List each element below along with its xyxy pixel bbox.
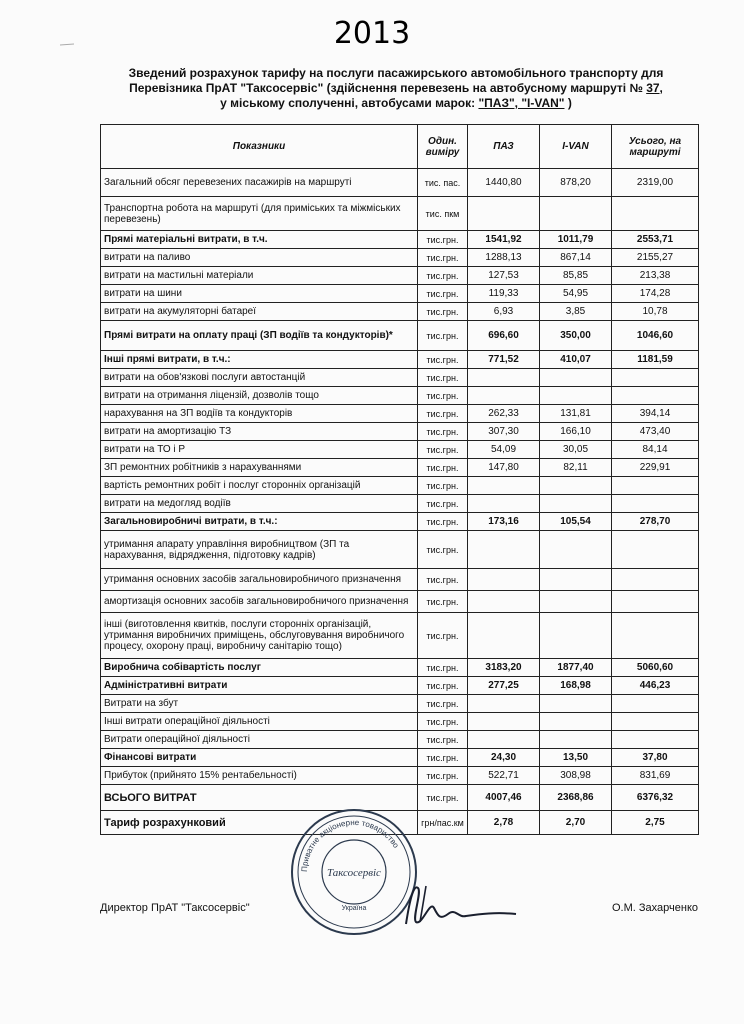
row-unit: тис.грн. xyxy=(418,591,468,613)
row-total xyxy=(612,613,699,659)
row-unit: тис.грн. xyxy=(418,477,468,495)
row-unit: тис.грн. xyxy=(418,731,468,749)
row-total: 446,23 xyxy=(612,677,699,695)
row-total: 37,80 xyxy=(612,749,699,767)
row-total: 229,91 xyxy=(612,459,699,477)
row-label: Прямі матеріальні витрати, в т.ч. xyxy=(101,231,418,249)
row-label: Загальновиробничі витрати, в т.ч.: xyxy=(101,513,418,531)
row-unit: тис.грн. xyxy=(418,695,468,713)
row-total xyxy=(612,495,699,513)
row-paz xyxy=(468,495,540,513)
row-label: Інші прямі витрати, в т.ч.: xyxy=(101,351,418,369)
row-paz: 4007,46 xyxy=(468,785,540,811)
row-unit: тис. пкм xyxy=(418,197,468,231)
stamp-ring-text: Приватне акціонерне товариство xyxy=(299,817,401,873)
row-paz xyxy=(468,695,540,713)
row-unit: тис.грн. xyxy=(418,713,468,731)
table-row xyxy=(101,459,699,477)
row-total: 213,38 xyxy=(612,267,699,285)
heading-line-3-text: у міському сполученні, автобусами марок: xyxy=(220,96,479,110)
row-total xyxy=(612,387,699,405)
row-total: 831,69 xyxy=(612,767,699,785)
row-ivan: 168,98 xyxy=(540,677,612,695)
row-ivan: 85,85 xyxy=(540,267,612,285)
row-ivan: 1877,40 xyxy=(540,659,612,677)
row-paz xyxy=(468,713,540,731)
table-row xyxy=(101,197,699,231)
row-label: Витрати операційної діяльності xyxy=(101,731,418,749)
row-total: 10,78 xyxy=(612,303,699,321)
row-ivan xyxy=(540,591,612,613)
row-label: ЗП ремонтних робітників з нарахуваннями xyxy=(101,459,418,477)
row-label: інші (виготовлення квитків, послуги сторонніх організацій, утримання виробничих приміщень, обслуговування виробничого процесу, охорону праці, виробничу санітарію тощо) xyxy=(101,613,418,659)
row-label: Тариф розрахунковий xyxy=(101,811,418,835)
row-paz xyxy=(468,591,540,613)
header-ivan: I-VAN xyxy=(540,125,612,169)
row-label: витрати на мастильні матеріали xyxy=(101,267,418,285)
row-unit: тис.грн. xyxy=(418,531,468,569)
heading-line-3-end: ) xyxy=(564,96,572,110)
row-ivan: 308,98 xyxy=(540,767,612,785)
row-ivan: 30,05 xyxy=(540,441,612,459)
document-heading xyxy=(96,66,696,111)
row-ivan: 867,14 xyxy=(540,249,612,267)
row-label: витрати на паливо xyxy=(101,249,418,267)
row-label: Загальний обсяг перевезених пасажирів на маршруті xyxy=(101,169,418,197)
row-total xyxy=(612,731,699,749)
row-total: 84,14 xyxy=(612,441,699,459)
row-unit: тис.грн. xyxy=(418,495,468,513)
table-row xyxy=(101,659,699,677)
row-ivan: 13,50 xyxy=(540,749,612,767)
row-total xyxy=(612,591,699,613)
row-unit: тис.грн. xyxy=(418,249,468,267)
row-unit: тис.грн. xyxy=(418,303,468,321)
row-paz xyxy=(468,387,540,405)
row-ivan xyxy=(540,387,612,405)
row-paz: 147,80 xyxy=(468,459,540,477)
row-total xyxy=(612,197,699,231)
row-label: Прямі витрати на оплату праці (ЗП водіїв та кондукторів)* xyxy=(101,321,418,351)
year-title: 2013 xyxy=(333,16,411,51)
row-unit: тис.грн. xyxy=(418,369,468,387)
row-ivan: 350,00 xyxy=(540,321,612,351)
director-signature xyxy=(400,878,520,930)
row-total xyxy=(612,531,699,569)
row-ivan xyxy=(540,477,612,495)
row-unit: тис.грн. xyxy=(418,321,468,351)
row-total: 473,40 xyxy=(612,423,699,441)
row-label: витрати на амортизацію ТЗ xyxy=(101,423,418,441)
row-unit: тис.грн. xyxy=(418,231,468,249)
header-paz: ПАЗ xyxy=(468,125,540,169)
table-row xyxy=(101,495,699,513)
row-label: Фінансові витрати xyxy=(101,749,418,767)
row-paz: 307,30 xyxy=(468,423,540,441)
table-row xyxy=(101,351,699,369)
row-total xyxy=(612,695,699,713)
scan-mark xyxy=(60,42,74,48)
row-unit: тис.грн. xyxy=(418,785,468,811)
header-total: Усього, на маршруті xyxy=(612,125,699,169)
row-paz xyxy=(468,731,540,749)
row-unit: тис.грн. xyxy=(418,613,468,659)
row-label: Адміністративні витрати xyxy=(101,677,418,695)
row-ivan: 166,10 xyxy=(540,423,612,441)
row-ivan xyxy=(540,695,612,713)
table-row xyxy=(101,423,699,441)
row-ivan xyxy=(540,613,612,659)
row-ivan: 1011,79 xyxy=(540,231,612,249)
table-header-row xyxy=(101,125,699,169)
row-paz: 119,33 xyxy=(468,285,540,303)
route-number: 37 xyxy=(646,81,660,95)
row-ivan xyxy=(540,713,612,731)
row-paz xyxy=(468,197,540,231)
row-paz: 2,78 xyxy=(468,811,540,835)
row-paz: 127,53 xyxy=(468,267,540,285)
row-ivan: 878,20 xyxy=(540,169,612,197)
row-ivan xyxy=(540,569,612,591)
row-label: витрати на акумуляторні батареї xyxy=(101,303,418,321)
table-row xyxy=(101,169,699,197)
row-paz: 696,60 xyxy=(468,321,540,351)
row-ivan xyxy=(540,731,612,749)
row-label: утримання основних засобів загальновиробничого призначення xyxy=(101,569,418,591)
row-ivan: 82,11 xyxy=(540,459,612,477)
row-total xyxy=(612,713,699,731)
row-unit: тис.грн. xyxy=(418,387,468,405)
row-paz: 1541,92 xyxy=(468,231,540,249)
table-row xyxy=(101,249,699,267)
table-row xyxy=(101,767,699,785)
row-unit: тис.грн. xyxy=(418,749,468,767)
row-unit: тис.грн. xyxy=(418,677,468,695)
row-paz xyxy=(468,569,540,591)
row-total: 2,75 xyxy=(612,811,699,835)
table-row xyxy=(101,441,699,459)
table-row xyxy=(101,303,699,321)
row-total: 174,28 xyxy=(612,285,699,303)
row-label: витрати на ТО і Р xyxy=(101,441,418,459)
row-paz: 173,16 xyxy=(468,513,540,531)
row-label: Інші витрати операційної діяльності xyxy=(101,713,418,731)
table-row xyxy=(101,731,699,749)
row-unit: тис.грн. xyxy=(418,267,468,285)
row-label: витрати на шини xyxy=(101,285,418,303)
heading-line-2-text: Перевізника ПрАТ "Таксосервіс" (здійснення перевезень на автобусному маршруті № xyxy=(129,81,647,95)
table-row xyxy=(101,231,699,249)
row-unit: тис.грн. xyxy=(418,405,468,423)
table-row xyxy=(101,695,699,713)
table-row xyxy=(101,513,699,531)
row-unit: тис. пас. xyxy=(418,169,468,197)
row-label: Витрати на збут xyxy=(101,695,418,713)
heading-line-2 xyxy=(96,81,696,96)
table-row xyxy=(101,387,699,405)
row-total: 2553,71 xyxy=(612,231,699,249)
table-row xyxy=(101,405,699,423)
table-row xyxy=(101,613,699,659)
row-total: 6376,32 xyxy=(612,785,699,811)
table-row xyxy=(101,677,699,695)
header-indicator: Показники xyxy=(101,125,418,169)
row-label: амортизація основних засобів загальновиробничого призначення xyxy=(101,591,418,613)
row-label: Транспортна робота на маршруті (для приміських та міжміських перевезень) xyxy=(101,197,418,231)
row-paz: 277,25 xyxy=(468,677,540,695)
row-unit: тис.грн. xyxy=(418,285,468,303)
row-paz: 54,09 xyxy=(468,441,540,459)
table-row xyxy=(101,591,699,613)
row-ivan: 2368,86 xyxy=(540,785,612,811)
row-unit: тис.грн. xyxy=(418,659,468,677)
stamp-country-text: Україна xyxy=(341,905,367,912)
row-unit: тис.грн. xyxy=(418,459,468,477)
bus-brands: "ПАЗ", "I-VAN" xyxy=(478,96,565,110)
row-total: 2319,00 xyxy=(612,169,699,197)
table-row xyxy=(101,369,699,387)
row-label: Виробнича собівартість послуг xyxy=(101,659,418,677)
table-row xyxy=(101,267,699,285)
table-row xyxy=(101,531,699,569)
row-label: вартість ремонтних робіт і послуг сторонніх організацій xyxy=(101,477,418,495)
row-ivan: 131,81 xyxy=(540,405,612,423)
row-total: 2155,27 xyxy=(612,249,699,267)
table-body xyxy=(101,169,699,835)
row-total xyxy=(612,369,699,387)
table-row xyxy=(101,321,699,351)
row-unit: тис.грн. xyxy=(418,423,468,441)
row-total: 1181,59 xyxy=(612,351,699,369)
row-label: ВСЬОГО ВИТРАТ xyxy=(101,785,418,811)
row-ivan xyxy=(540,531,612,569)
row-paz: 522,71 xyxy=(468,767,540,785)
row-ivan: 410,07 xyxy=(540,351,612,369)
row-paz xyxy=(468,613,540,659)
row-ivan xyxy=(540,495,612,513)
row-total xyxy=(612,477,699,495)
row-paz: 262,33 xyxy=(468,405,540,423)
row-label: нарахування на ЗП водіїв та кондукторів xyxy=(101,405,418,423)
row-total xyxy=(612,569,699,591)
row-paz: 1288,13 xyxy=(468,249,540,267)
row-ivan: 2,70 xyxy=(540,811,612,835)
row-unit: тис.грн. xyxy=(418,569,468,591)
heading-line-3 xyxy=(96,96,696,111)
row-ivan xyxy=(540,197,612,231)
row-label: Прибуток (прийнято 15% рентабельності) xyxy=(101,767,418,785)
table-row xyxy=(101,749,699,767)
row-total: 1046,60 xyxy=(612,321,699,351)
table-row xyxy=(101,477,699,495)
row-ivan: 54,95 xyxy=(540,285,612,303)
header-unit: Один. виміру xyxy=(418,125,468,169)
heading-line-2-end: , xyxy=(659,81,663,95)
row-paz xyxy=(468,477,540,495)
table-row xyxy=(101,713,699,731)
row-unit: тис.грн. xyxy=(418,441,468,459)
tariff-table xyxy=(100,124,699,835)
row-label: утримання апарату управління виробництвом (ЗП та нарахування, відрядження, підготовку кадрів) xyxy=(101,531,418,569)
row-unit: грн/пас.км xyxy=(418,811,468,835)
row-total: 278,70 xyxy=(612,513,699,531)
row-paz: 3183,20 xyxy=(468,659,540,677)
director-name: О.М. Захарченко xyxy=(612,902,698,914)
row-paz: 24,30 xyxy=(468,749,540,767)
row-ivan: 3,85 xyxy=(540,303,612,321)
row-unit: тис.грн. xyxy=(418,513,468,531)
row-total: 394,14 xyxy=(612,405,699,423)
row-paz: 1440,80 xyxy=(468,169,540,197)
director-label: Директор ПрАТ "Таксосервіс" xyxy=(100,902,250,914)
row-label: витрати на отримання ліцензій, дозволів тощо xyxy=(101,387,418,405)
row-label: витрати на медогляд водіїв xyxy=(101,495,418,513)
row-ivan xyxy=(540,369,612,387)
row-ivan: 105,54 xyxy=(540,513,612,531)
row-paz xyxy=(468,369,540,387)
row-unit: тис.грн. xyxy=(418,767,468,785)
row-total: 5060,60 xyxy=(612,659,699,677)
table-row xyxy=(101,569,699,591)
row-paz: 6,93 xyxy=(468,303,540,321)
row-label: витрати на обов'язкові послуги автостанцій xyxy=(101,369,418,387)
row-paz xyxy=(468,531,540,569)
stamp-center-text: Таксосервіс xyxy=(327,867,381,879)
heading-line-1: Зведений розрахунок тарифу на послуги пасажирського автомобільного транспорту для xyxy=(128,66,664,80)
row-unit: тис.грн. xyxy=(418,351,468,369)
row-paz: 771,52 xyxy=(468,351,540,369)
table-row xyxy=(101,285,699,303)
